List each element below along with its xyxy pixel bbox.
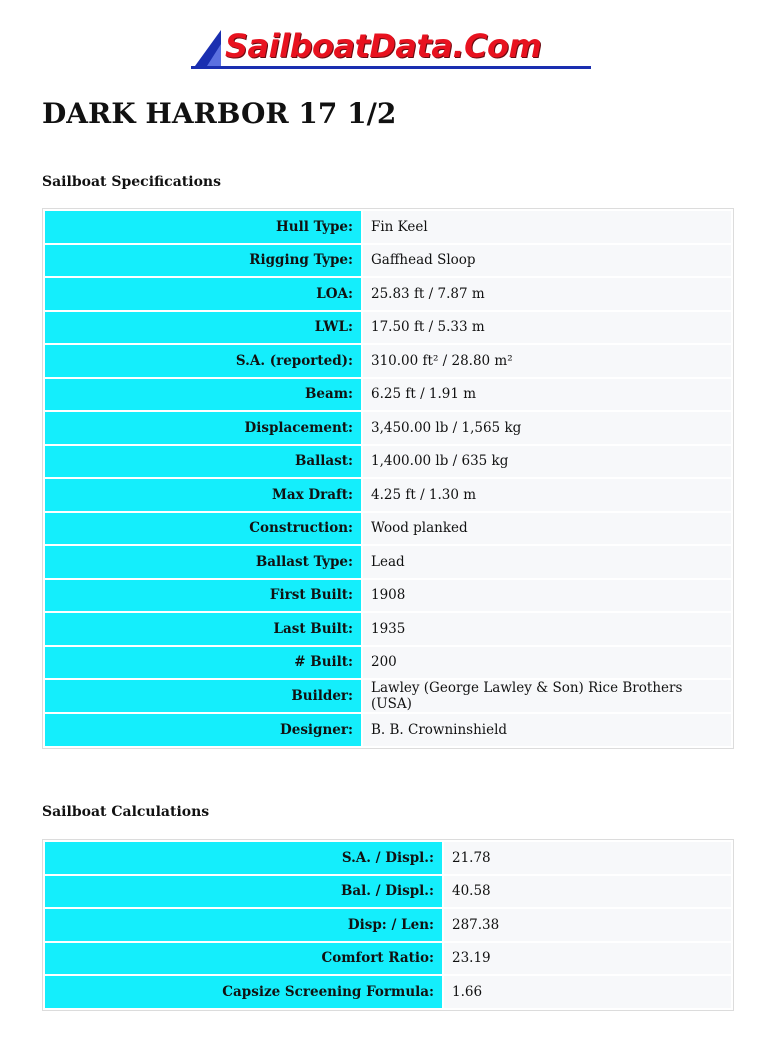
calc-value: 23.19	[444, 943, 731, 975]
spec-label: LWL:	[45, 312, 361, 344]
table-row	[45, 211, 731, 243]
spec-value: 1908	[363, 580, 731, 612]
table-row	[45, 479, 731, 511]
spec-value: 6.25 ft / 1.91 m	[363, 379, 731, 411]
table-row	[45, 976, 731, 1008]
spec-label: First Built:	[45, 580, 361, 612]
calculations-heading: Sailboat Calculations	[42, 804, 210, 820]
table-row	[45, 680, 731, 712]
table-row	[45, 714, 731, 746]
calc-value: 287.38	[444, 909, 731, 941]
spec-label: # Built:	[45, 647, 361, 679]
spec-label: Ballast:	[45, 446, 361, 478]
calc-label: S.A. / Displ.:	[45, 842, 442, 874]
calc-value: 40.58	[444, 876, 731, 908]
table-row	[45, 876, 731, 908]
spec-value: 200	[363, 647, 731, 679]
spec-label: Beam:	[45, 379, 361, 411]
table-row	[45, 412, 731, 444]
table-row	[45, 943, 731, 975]
spec-label: Last Built:	[45, 613, 361, 645]
spec-value: 310.00 ft² / 28.80 m²	[363, 345, 731, 377]
spec-value: Lawley (George Lawley & Son) Rice Brothers (USA)	[363, 680, 731, 712]
table-row	[45, 245, 731, 277]
spec-label: Construction:	[45, 513, 361, 545]
table-row	[45, 580, 731, 612]
spec-label: Hull Type:	[45, 211, 361, 243]
calc-label: Bal. / Displ.:	[45, 876, 442, 908]
spec-value: 17.50 ft / 5.33 m	[363, 312, 731, 344]
spec-label: Displacement:	[45, 412, 361, 444]
calc-label: Capsize Screening Formula:	[45, 976, 442, 1008]
calc-label: Disp: / Len:	[45, 909, 442, 941]
calc-value: 1.66	[444, 976, 731, 1008]
table-row	[45, 513, 731, 545]
table-row	[45, 278, 731, 310]
calculations-table	[42, 839, 734, 1011]
spec-value: Fin Keel	[363, 211, 731, 243]
specifications-table	[42, 208, 734, 749]
table-row	[45, 312, 731, 344]
spec-value: B. B. Crowninshield	[363, 714, 731, 746]
spec-value: 1,400.00 lb / 635 kg	[363, 446, 731, 478]
spec-label: S.A. (reported):	[45, 345, 361, 377]
page-title: DARK HARBOR 17 1/2	[42, 97, 397, 130]
spec-label: Ballast Type:	[45, 546, 361, 578]
table-row	[45, 909, 731, 941]
spec-value: Lead	[363, 546, 731, 578]
logo-text: SailboatData.Com	[225, 27, 542, 65]
spec-value: Wood planked	[363, 513, 731, 545]
spec-value: 4.25 ft / 1.30 m	[363, 479, 731, 511]
table-row	[45, 379, 731, 411]
spec-value: Gaffhead Sloop	[363, 245, 731, 277]
logo-underline	[191, 66, 591, 69]
site-logo[interactable]	[191, 26, 591, 72]
table-row	[45, 842, 731, 874]
table-row	[45, 647, 731, 679]
table-row	[45, 546, 731, 578]
calc-value: 21.78	[444, 842, 731, 874]
table-row	[45, 446, 731, 478]
calc-label: Comfort Ratio:	[45, 943, 442, 975]
spec-value: 1935	[363, 613, 731, 645]
spec-label: Builder:	[45, 680, 361, 712]
page-bottom-fade	[0, 1017, 757, 1050]
spec-label: Rigging Type:	[45, 245, 361, 277]
spec-label: Max Draft:	[45, 479, 361, 511]
spec-value: 3,450.00 lb / 1,565 kg	[363, 412, 731, 444]
table-row	[45, 345, 731, 377]
spec-value: 25.83 ft / 7.87 m	[363, 278, 731, 310]
spec-label: Designer:	[45, 714, 361, 746]
table-row	[45, 613, 731, 645]
specifications-heading: Sailboat Specifications	[42, 174, 221, 190]
spec-label: LOA:	[45, 278, 361, 310]
